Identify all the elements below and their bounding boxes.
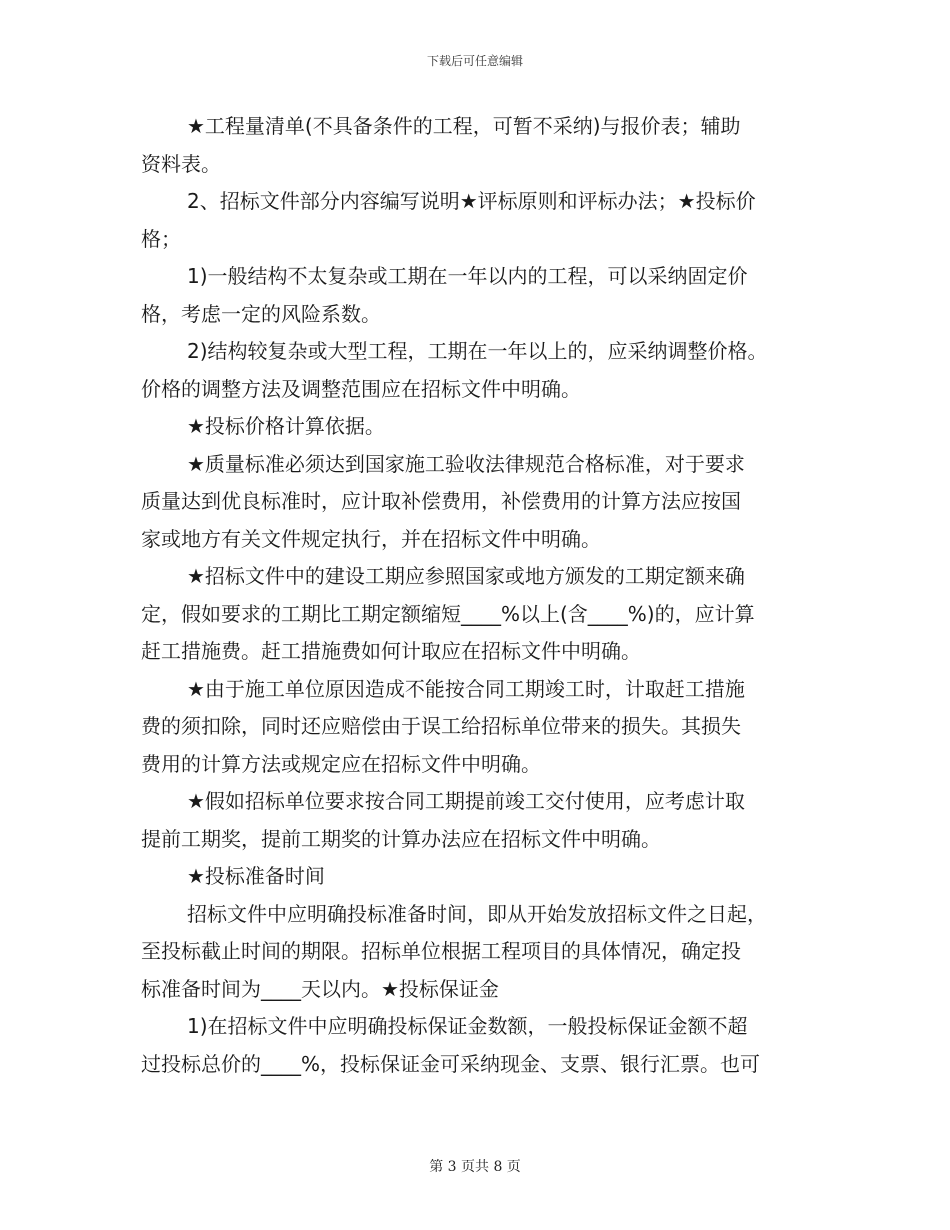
text-line: 价格的调整方法及调整范围应在招标文件中明确。 <box>141 376 581 401</box>
text-line: 资料表。 <box>141 151 221 176</box>
text-line: 格； <box>141 226 181 251</box>
page-footer: 第 3 页共 8 页 <box>429 1159 521 1175</box>
text-line: 招标文件中应明确投标准备时间，即从开始发放招标文件之日起， <box>187 901 767 926</box>
text-line: 2、招标文件部分内容编写说明★评标原则和评标办法；★投标价 <box>187 189 756 213</box>
text-line: ★质量标准必须达到国家施工验收法律规范合格标准，对于要求 <box>187 451 745 476</box>
text-line: 赶工措施费。赶工措施费如何计取应在招标文件中明确。 <box>141 639 641 663</box>
text-line: 定，假如要求的工期比工期定额缩短____%以上(含____%)的，应计算 <box>141 601 755 626</box>
text-line: 标准备时间为____天以内。★投标保证金 <box>141 976 499 1001</box>
text-line: ★招标文件中的建设工期应参照国家或地方颁发的工期定额来确 <box>187 564 745 588</box>
text-line: ★假如招标单位要求按合同工期提前竣工交付使用，应考虑计取 <box>187 789 745 813</box>
text-line: 费的须扣除，同时还应赔偿由于误工给招标单位带来的损失。其损失 <box>141 714 741 738</box>
text-line: 格，考虑一定的风险系数。 <box>141 301 381 326</box>
text-line: 1)一般结构不太复杂或工期在一年以内的工程，可以采纳固定价 <box>187 264 748 288</box>
text-line: 提前工期奖，提前工期奖的计算办法应在招标文件中明确。 <box>141 826 661 851</box>
text-line: ★工程量清单(不具备条件的工程，可暂不采纳)与报价表；辅助 <box>187 114 741 138</box>
page-header: 下载后可任意编辑 <box>426 54 523 68</box>
text-line: 质量达到优良标准时，应计取补偿费用，补偿费用的计算方法应按国 <box>141 489 741 513</box>
text-line: 费用的计算方法或规定应在招标文件中明确。 <box>141 751 541 776</box>
text-line: 2)结构较复杂或大型工程，工期在一年以上的，应采纳调整价格。 <box>187 339 768 363</box>
text-line: ★投标价格计算依据。 <box>187 414 385 438</box>
text-line: 至投标截止时间的期限。招标单位根据工程项目的具体情况，确定投 <box>141 939 741 963</box>
text-line: 家或地方有关文件规定执行，并在招标文件中明确。 <box>141 526 601 551</box>
document-body <box>141 108 816 1083</box>
text-line: ★由于施工单位原因造成不能按合同工期竣工时，计取赶工措施 <box>187 676 745 701</box>
text-line: ★投标准备时间 <box>187 864 325 888</box>
text-line: 过投标总价的____%，投标保证金可采纳现金、支票、银行汇票。也可 <box>141 1051 761 1076</box>
text-line: 1)在招标文件中应明确投标保证金数额，一般投标保证金额不超 <box>187 1014 748 1038</box>
